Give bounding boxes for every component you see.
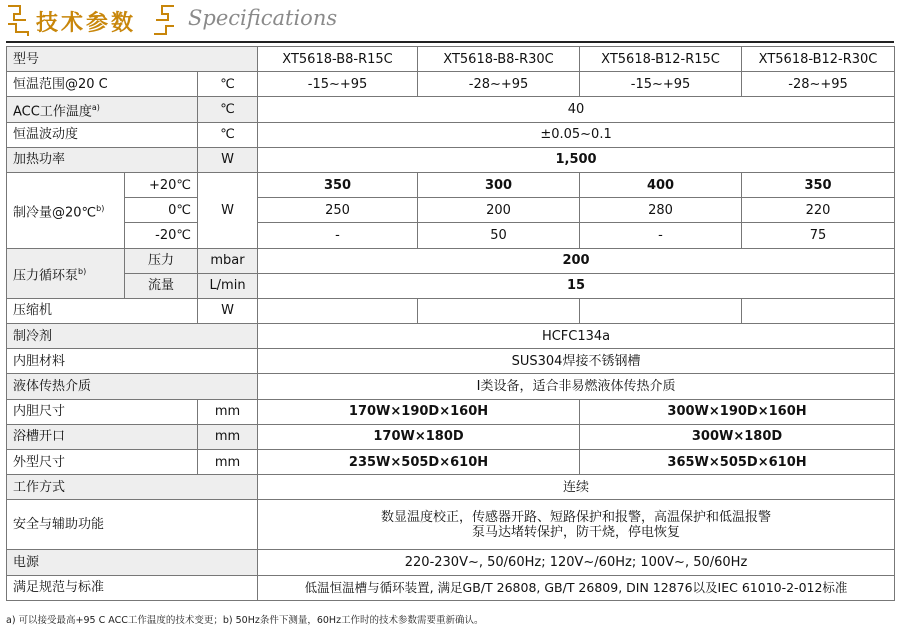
row-label: 电源 bbox=[7, 550, 258, 575]
unit-cell: ℃ bbox=[198, 97, 258, 122]
value-cell: 235W×505D×610H bbox=[258, 450, 580, 475]
value-cell bbox=[258, 298, 418, 323]
row-label: 压力循环泵$^{b)}$ bbox=[7, 248, 125, 298]
unit-cell: L/min bbox=[198, 273, 258, 298]
table-row bbox=[7, 47, 895, 72]
value-cell: 300W×180D bbox=[580, 424, 895, 449]
value-cell: -28~+95 bbox=[418, 72, 580, 97]
table-row bbox=[7, 172, 895, 197]
unit-cell: mbar bbox=[198, 248, 258, 273]
row-label: 浴槽开口 bbox=[7, 424, 198, 449]
corner-ornament-right-icon bbox=[150, 4, 176, 38]
value-cell bbox=[742, 298, 895, 323]
unit-cell: W bbox=[198, 298, 258, 323]
table-row bbox=[7, 450, 895, 475]
value-cell: SUS304焊接不锈钢槽 bbox=[258, 349, 895, 374]
value-cell: HCFC134a bbox=[258, 324, 895, 349]
unit-cell: mm bbox=[198, 399, 258, 424]
value-cell: 250 bbox=[258, 198, 418, 223]
corner-ornament-left-icon bbox=[6, 4, 32, 38]
value-cell: 40 bbox=[258, 97, 895, 122]
value-cell: 220 bbox=[742, 198, 895, 223]
row-label: 加热功率 bbox=[7, 147, 198, 172]
value-cell: 200 bbox=[418, 198, 580, 223]
value-cell: 170W×190D×160H bbox=[258, 399, 580, 424]
model-name: XT5618-B8-R30C bbox=[418, 47, 580, 72]
table-row bbox=[7, 298, 895, 323]
value-cell: 365W×505D×610H bbox=[580, 450, 895, 475]
unit-cell: mm bbox=[198, 450, 258, 475]
row-label: 安全与辅助功能 bbox=[7, 500, 258, 550]
table-row bbox=[7, 399, 895, 424]
sub-label: +20℃ bbox=[125, 172, 198, 197]
unit-cell: mm bbox=[198, 424, 258, 449]
row-label: 恒温波动度 bbox=[7, 122, 198, 147]
value-cell bbox=[580, 298, 742, 323]
spec-table bbox=[6, 46, 895, 601]
value-cell: -15~+95 bbox=[258, 72, 418, 97]
unit-cell: ℃ bbox=[198, 72, 258, 97]
table-row bbox=[7, 122, 895, 147]
table-row bbox=[7, 424, 895, 449]
value-cell: 300 bbox=[418, 172, 580, 197]
unit-cell: W bbox=[198, 147, 258, 172]
value-cell: I类设备，适合非易燃液体传热介质 bbox=[258, 374, 895, 399]
unit-cell: ℃ bbox=[198, 122, 258, 147]
value-cell: ±0.05~0.1 bbox=[258, 122, 895, 147]
section-header bbox=[0, 0, 900, 44]
value-cell: 300W×190D×160H bbox=[580, 399, 895, 424]
header-divider bbox=[6, 41, 894, 43]
title-english: Specifications bbox=[188, 6, 338, 30]
row-label: 制冷剂 bbox=[7, 324, 258, 349]
table-row bbox=[7, 550, 895, 575]
value-cell: -28~+95 bbox=[742, 72, 895, 97]
row-label: 内胆材料 bbox=[7, 349, 258, 374]
value-cell: 400 bbox=[580, 172, 742, 197]
table-row bbox=[7, 223, 895, 248]
row-label: 外型尺寸 bbox=[7, 450, 198, 475]
row-label: 内胆尺寸 bbox=[7, 399, 198, 424]
safety-line-2: 泵马达堵转保护，防干烧，停电恢复 bbox=[472, 524, 681, 540]
value-cell bbox=[258, 500, 895, 550]
model-name: XT5618-B12-R30C bbox=[742, 47, 895, 72]
value-cell: 50 bbox=[418, 223, 580, 248]
model-name: XT5618-B8-R15C bbox=[258, 47, 418, 72]
table-row bbox=[7, 500, 895, 550]
row-label: 工作方式 bbox=[7, 475, 258, 500]
row-label: 压缩机 bbox=[7, 298, 198, 323]
value-cell: 200 bbox=[258, 248, 895, 273]
table-row bbox=[7, 273, 895, 298]
value-cell: -15~+95 bbox=[580, 72, 742, 97]
title-chinese: 技术参数 bbox=[36, 11, 137, 36]
sub-label: 0℃ bbox=[125, 198, 198, 223]
sub-label: 流量 bbox=[125, 273, 198, 298]
value-cell: - bbox=[258, 223, 418, 248]
value-cell: 350 bbox=[742, 172, 895, 197]
row-label: 满足规范与标准 bbox=[7, 575, 258, 600]
value-cell: 15 bbox=[258, 273, 895, 298]
footnote: a) 可以接受最高+95 C ACC工作温度的技术变更；b) 50Hz条件下测量，60Hz工作时的技术参数需要重新确认。 bbox=[6, 615, 484, 626]
table-row bbox=[7, 349, 895, 374]
sub-label: 压力 bbox=[125, 248, 198, 273]
value-cell: 350 bbox=[258, 172, 418, 197]
value-cell: 连续 bbox=[258, 475, 895, 500]
value-cell: 170W×180D bbox=[258, 424, 580, 449]
table-row bbox=[7, 475, 895, 500]
table-row bbox=[7, 72, 895, 97]
sub-label: -20℃ bbox=[125, 223, 198, 248]
table-row bbox=[7, 575, 895, 600]
safety-line-1: 数显温度校正，传感器开路、短路保护和报警，高温保护和低温报警 bbox=[381, 509, 772, 525]
row-label: 型号 bbox=[7, 47, 258, 72]
table-row bbox=[7, 374, 895, 399]
table-row bbox=[7, 97, 895, 122]
table-row bbox=[7, 248, 895, 273]
value-cell bbox=[418, 298, 580, 323]
value-cell: - bbox=[580, 223, 742, 248]
value-cell: 75 bbox=[742, 223, 895, 248]
row-label: ACC工作温度$^{a)}$ bbox=[7, 97, 198, 122]
row-label: 液体传热介质 bbox=[7, 374, 258, 399]
model-name: XT5618-B12-R15C bbox=[580, 47, 742, 72]
table-row bbox=[7, 198, 895, 223]
table-row bbox=[7, 324, 895, 349]
value-cell: 220-230V~, 50/60Hz; 120V~/60Hz; 100V~, 50/60Hz bbox=[258, 550, 895, 575]
unit-cell: W bbox=[198, 172, 258, 248]
row-label: 制冷量@20℃$^{b)}$ bbox=[7, 172, 125, 248]
value-cell: 1,500 bbox=[258, 147, 895, 172]
table-row bbox=[7, 147, 895, 172]
value-cell: 低温恒温槽与循环装置, 满足GB/T 26808, GB/T 26809, DIN 12876以及IEC 61010-2-012标准 bbox=[258, 575, 895, 600]
value-cell: 280 bbox=[580, 198, 742, 223]
row-label: 恒温范围@20 C bbox=[7, 72, 198, 97]
